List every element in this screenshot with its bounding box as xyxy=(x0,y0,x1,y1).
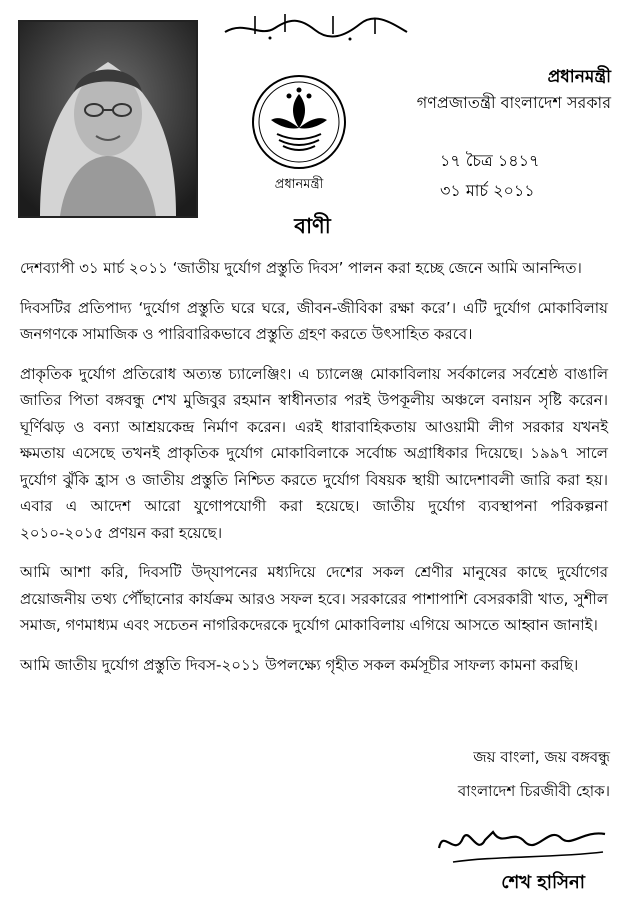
date-gregorian: ৩১ মার্চ ২০১১ xyxy=(440,181,535,200)
message-heading: বাণী xyxy=(294,214,331,238)
signer-name: শেখ হাসিনা xyxy=(501,872,585,893)
prime-minister-seal xyxy=(243,72,355,194)
paragraph-1: দেশব্যাপী ৩১ মার্চ ২০১১ ‘জাতীয় দুর্যোগ প্রস্তুতি দিবস’ পালন করা হচ্ছে জেনে আমি আনন্দিত। xyxy=(20,259,582,277)
message-body xyxy=(20,255,608,691)
paragraph-4: আমি আশা করি, দিবসটি উদ্‌যাপনের মধ্যদিয়ে দেশের সকল শ্রেণীর মানুষের কাছে দুর্যোগের প্রয়োজনীয় তথ্য পৌঁছানোর কার্যক্রম আরও সফল হবে। সরকারের পাশাপাশি বেসরকারী খাত, সুশীল সমাজ, গণমাধ্যম এবং সচেতন নাগরিকদেরকে দুর্যোগ মোকাবিলায় এগিয়ে আসতে আহ্বান জানাই। xyxy=(20,563,608,634)
office-title: প্রধানমন্ত্রী xyxy=(547,67,611,87)
office-header xyxy=(351,64,611,116)
paragraph-3: প্রাকৃতিক দুর্যোগ প্রতিরোধ অত্যন্ত চ্যালেঞ্জিং। এ চ্যালেঞ্জ মোকাবিলায় সর্বকালের সর্বশ্রেষ্ঠ বাঙালি জাতির পিতা বঙ্গবন্ধু শেখ মুজিবুর রহমান স্বাধীনতার পরই উপকূলীয় অঞ্চলে বনায়ন সৃষ্টি করেন। ঘূর্ণিঝড় ও বন্যা আশ্রয়কেন্দ্র নির্মাণ করেন। এরই ধারাবাহিকতায় আওয়ামী লীগ সরকার যখনই ক্ষমতায় এসেছে তখনই প্রাকৃতিক দুর্যোগ মোকাবিলাকে সর্বোচ্চ অগ্রাধিকার দিয়েছে। ১৯৯৭ সালে দুর্যোগ ঝুঁকি হ্রাস ও জাতীয় প্রস্তুতি নিশ্চিত করতে দুর্যোগ বিষয়ক স্থায়ী আদেশাবলী জারি করা হয়। এবার এ আদেশ আরো যুগোপযোগী করা হয়েছে। জাতীয় দুর্যোগ ব্যবস্থাপনা পরিকল্পনা ২০১০-২০১৫ প্রণয়ন করা হয়েছে। xyxy=(20,364,608,542)
seal-caption: প্রধানমন্ত্রী xyxy=(274,177,324,192)
closing-line-1: জয় বাংলা, জয় বঙ্গবন্ধু xyxy=(473,748,610,766)
closing-line-2: বাংলাদেশ চিরজীবী হোক। xyxy=(457,782,610,800)
portrait-photo xyxy=(18,20,198,218)
bismillah-calligraphy xyxy=(215,10,415,44)
closing-block xyxy=(310,740,610,808)
handwritten-signature xyxy=(433,818,613,870)
date-bengali: ১৭ চৈত্র ১৪১৭ xyxy=(440,151,540,170)
paragraph-5: আমি জাতীয় দুর্যোগ প্রস্তুতি দিবস-২০১১ উপলক্ষ্যে গৃহীত সকল কর্মসূচীর সাফল্য কামনা করছি। xyxy=(20,655,579,674)
office-subtitle: গণপ্রজাতন্ত্রী বাংলাদেশ সরকার xyxy=(416,93,611,112)
date-block xyxy=(440,146,615,206)
paragraph-2: দিবসটির প্রতিপাদ্য ‘দুর্যোগ প্রস্তুতি ঘরে ঘরে, জীবন-জীবিকা রক্ষা করে’। এটি দুর্যোগ মোকাবিলায় জনগণকে সামাজিক ও পারিবারিকভাবে প্রস্তুতি গ্রহণ করতে উৎসাহিত করবে। xyxy=(20,298,608,343)
